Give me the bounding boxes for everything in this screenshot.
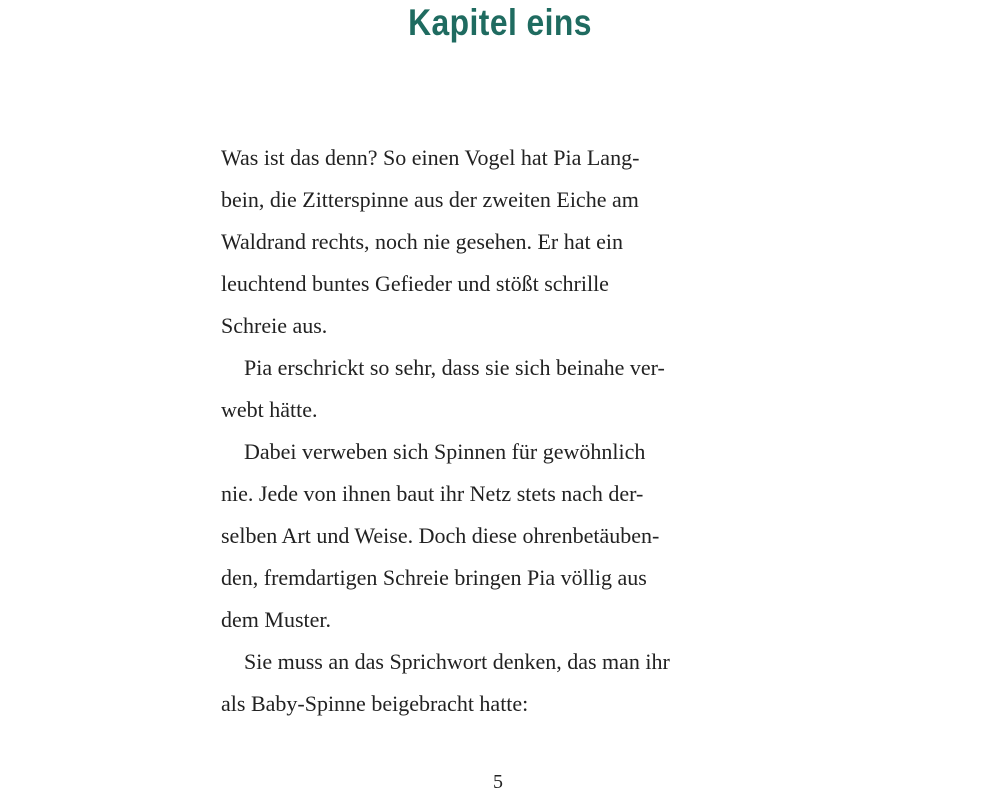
text-line: Waldrand rechts, noch nie gesehen. Er hat ein — [221, 229, 624, 254]
body-text — [221, 137, 781, 725]
text-line: als Baby-Spinne beigebracht hatte: — [221, 691, 529, 716]
text-line: Schreie aus. — [221, 313, 328, 338]
text-line: Was ist das denn? So einen Vogel hat Pia Lang- — [221, 145, 640, 170]
text-line: Sie muss an das Sprichwort denken, das man ihr — [244, 649, 670, 674]
text-line: bein, die Zitterspinne aus der zweiten Eiche am — [221, 187, 639, 212]
page-number: 5 — [493, 771, 503, 793]
text-line: dem Muster. — [221, 607, 331, 632]
text-line: webt hätte. — [221, 397, 318, 422]
text-line: den, fremdartigen Schreie bringen Pia völlig aus — [221, 565, 647, 590]
text-line: leuchtend buntes Gefieder und stößt schrille — [221, 271, 609, 296]
text-line: Dabei verweben sich Spinnen für gewöhnlich — [244, 439, 646, 464]
text-line: selben Art und Weise. Doch diese ohrenbetäuben- — [221, 523, 660, 548]
text-line: Pia erschrickt so sehr, dass sie sich beinahe ver- — [244, 355, 665, 380]
text-line: nie. Jede von ihnen baut ihr Netz stets nach der- — [221, 481, 644, 506]
chapter-title: Kapitel eins — [408, 2, 592, 43]
